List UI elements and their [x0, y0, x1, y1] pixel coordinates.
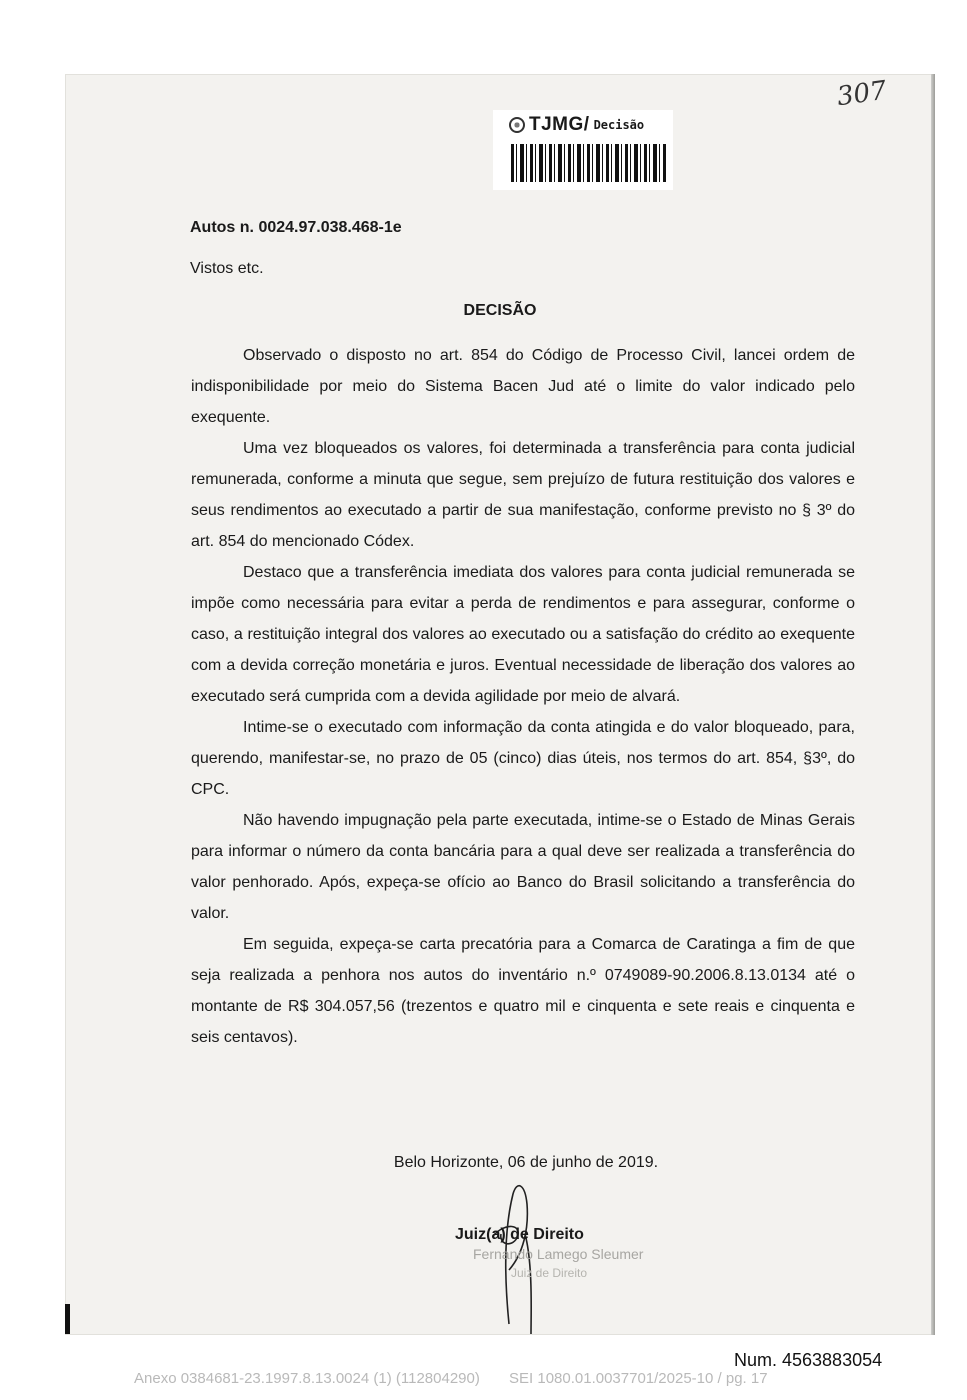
page-edge-shadow	[931, 74, 935, 1335]
signature-name-stamp: Fernando Lamego Sleumer	[473, 1246, 644, 1262]
scanned-page	[65, 74, 935, 1335]
date-line: Belo Horizonte, 06 de junho de 2019.	[393, 1154, 659, 1171]
paragraph: Não havendo impugnação pela parte executada, intime-se o Estado de Minas Gerais para informar o número da conta bancária para a qual deve ser realizada a transferência do valor penhorado. Após, expeça-se ofício ao Banco do Brasil solicitando a transferência do valor.	[191, 812, 855, 922]
decision-body	[191, 340, 855, 1053]
case-number: Autos n. 0024.97.038.468-1e	[190, 219, 402, 236]
document-heading: DECISÃO	[463, 302, 537, 319]
barcode	[511, 144, 667, 182]
stamp-subtitle: Decisão	[593, 118, 645, 132]
paragraph: Uma vez bloqueados os valores, foi determinada a transferência para conta judicial remunerada, conforme a minuta que segue, sem prejuízo de futura restituição dos valores e seus rendimentos ao executado a partir de sua manifestação, conforme previsto no § 3º do art. 854 do mencionado Códex.	[191, 440, 855, 550]
document-number: Num. 4563883054	[734, 1350, 883, 1370]
tjmg-stamp	[493, 110, 673, 190]
vistos-line: Vistos etc.	[190, 260, 264, 277]
signature-role: Juiz(a) de Direito	[455, 1226, 584, 1243]
seal-icon	[509, 117, 525, 133]
paragraph: Em seguida, expeça-se carta precatória para a Comarca de Caratinga a fim de que seja realizada a penhora nos autos do inventário n.º 0749089-90.2006.8.13.0134 até o montante de R$ 304.057,56 (trezentos e quatro mil e cinquenta e sete reais e cinquenta e seis centavos).	[191, 936, 855, 1046]
paragraph: Observado o disposto no art. 854 do Código de Processo Civil, lancei ordem de indisponibilidade por meio do Sistema Bacen Jud até o limite do valor indicado pelo exequente.	[191, 347, 855, 426]
paragraph: Intime-se o executado com informação da conta atingida e do valor bloqueado, para, querendo, manifestar-se, no prazo de 05 (cinco) dias úteis, nos termos do art. 854, §3º, do CPC.	[191, 719, 855, 798]
handwritten-page-number: 307	[835, 75, 889, 113]
stamp-title: TJMG/	[529, 114, 590, 135]
signature-title-stamp: Juiz de Direito	[511, 1266, 588, 1280]
scan-artifact	[65, 1304, 70, 1334]
footer-metadata: Anexo 0384681-23.1997.8.13.0024 (1) (112804290) SEI 1080.01.0037701/2025-10 / pg. 17	[134, 1370, 768, 1387]
paragraph: Destaco que a transferência imediata dos valores para conta judicial remunerada se impõe como necessária para evitar a perda de rendimentos e para assegurar, conforme o caso, a restituição integral dos valores ao executado ou a satisfação do crédito ao exequente com a devida correção monetária e juros. Eventual necessidade de liberação dos valores ao executado será cumprida com a devida agilidade por meio de alvará.	[191, 564, 855, 705]
